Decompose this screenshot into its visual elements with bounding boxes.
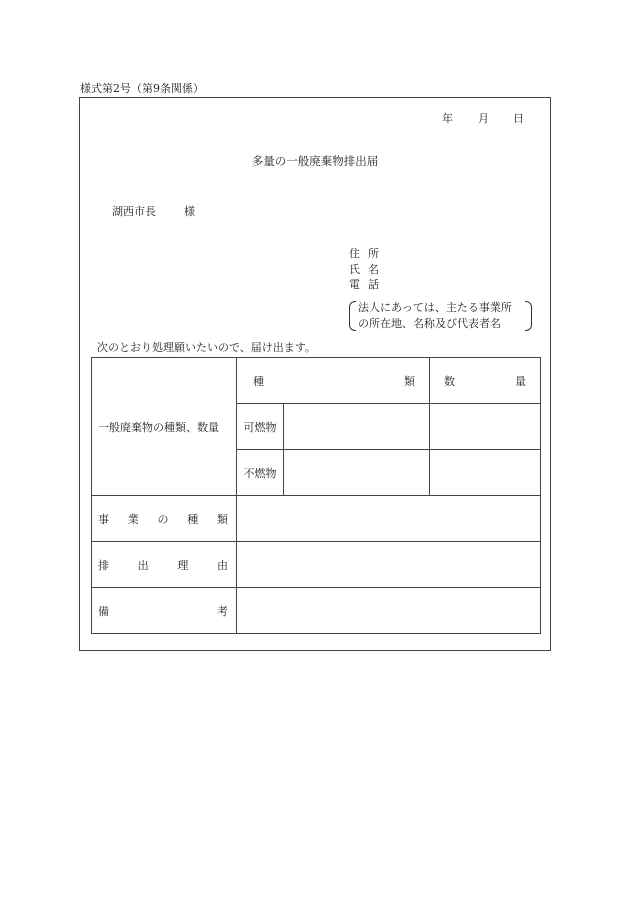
header-row <box>92 358 541 404</box>
note-line-2: の所在地、名称及び代表者名 <box>358 317 501 330</box>
qty-header-char: 数 <box>444 374 455 388</box>
combustible-kind-field[interactable] <box>284 404 430 450</box>
noncombustible-qty-field[interactable] <box>430 450 541 496</box>
waste-label-cell <box>92 358 237 496</box>
phone-label: 電 話 <box>349 278 379 291</box>
qty-header-cell <box>430 358 541 404</box>
business-type-row <box>92 496 541 542</box>
document-title: 多量の一般廃棄物排出届 <box>251 154 379 168</box>
intro-text: 次のとおり処理願いたいので、届け出ます。 <box>97 341 316 354</box>
date-month: 月 <box>478 112 489 125</box>
waste-label: 一般廃棄物の種類、数量 <box>98 420 219 434</box>
reason-field[interactable] <box>237 542 541 588</box>
reason-label: 排 出 理 由 <box>92 542 237 588</box>
addressee <box>112 203 195 219</box>
note-line-1: 法人にあっては、主たる事業所 <box>358 301 512 314</box>
remarks-label: 備 考 <box>92 588 237 634</box>
qty-header-char: 量 <box>515 374 526 388</box>
address-label: 住 所 <box>349 247 379 260</box>
remarks-field[interactable] <box>237 588 541 634</box>
combustible-label: 可燃物 <box>237 404 284 450</box>
bracket-right <box>525 301 532 331</box>
addressee-honorific: 様 <box>184 205 195 218</box>
business-type-field[interactable] <box>237 496 541 542</box>
business-type-label: 事 業 の 種 類 <box>92 496 237 542</box>
kind-header-char: 類 <box>404 374 415 388</box>
reason-row <box>92 542 541 588</box>
noncombustible-kind-field[interactable] <box>284 450 430 496</box>
date-year: 年 <box>442 112 453 125</box>
remarks-row <box>92 588 541 634</box>
kind-header-cell <box>237 358 430 404</box>
date-day: 日 <box>513 112 524 125</box>
combustible-qty-field[interactable] <box>430 404 541 450</box>
form-label: 様式第2号（第9条関係） <box>80 82 204 95</box>
noncombustible-label: 不燃物 <box>237 450 284 496</box>
bracket-left <box>349 301 356 331</box>
corporate-note <box>349 301 532 331</box>
name-label: 氏 名 <box>349 263 379 276</box>
waste-table <box>91 357 541 634</box>
addressee-name: 湖西市長 <box>112 205 156 218</box>
kind-header-char: 種 <box>253 374 264 388</box>
